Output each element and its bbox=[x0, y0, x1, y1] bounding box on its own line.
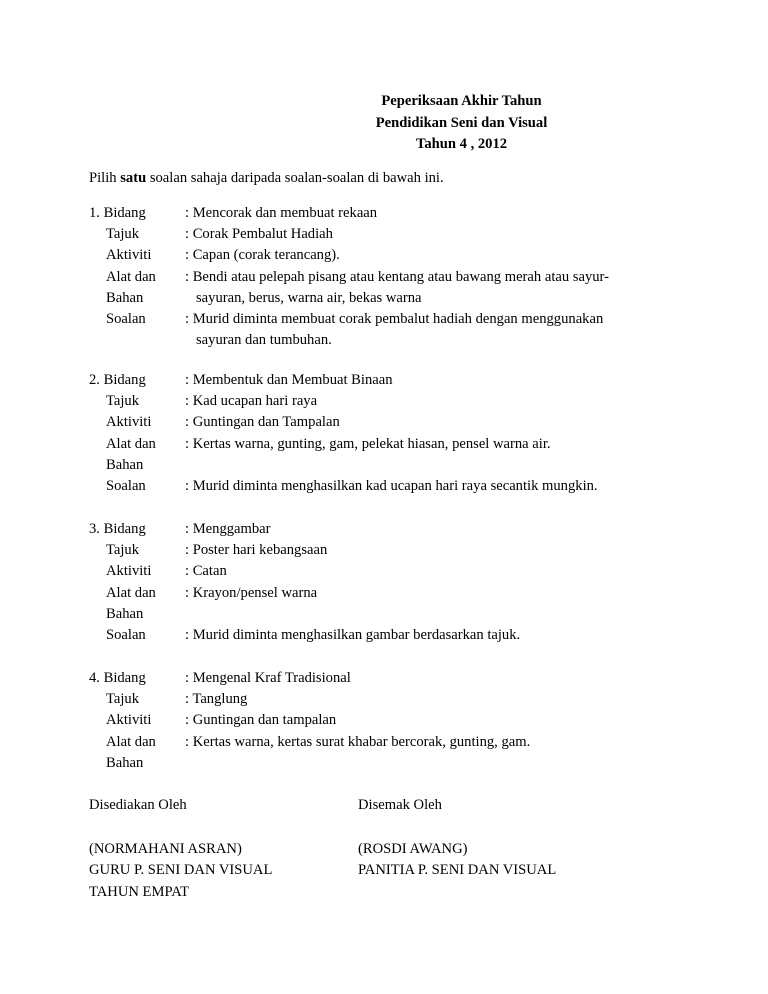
title-line-2: Pendidikan Seni dan Visual bbox=[375, 114, 548, 131]
field-label: Alat dan Bahan bbox=[106, 268, 156, 306]
field-label: 1. Bidang bbox=[89, 205, 146, 221]
prepared-by-heading: Disediakan Oleh bbox=[89, 797, 187, 813]
field-value: : Tanglung bbox=[185, 691, 248, 708]
field-value: : Capan (corak terancang). bbox=[185, 247, 340, 264]
reviewed-by-block bbox=[358, 839, 556, 882]
title-line-3: Tahun 4 , 2012 bbox=[415, 136, 508, 152]
field-label: Tajuk bbox=[106, 393, 140, 410]
field-value: : Mencorak dan membuat rekaan bbox=[185, 205, 378, 221]
field-value: : Poster hari kebangsaan bbox=[185, 542, 328, 559]
field-value: : Guntingan dan tampalan bbox=[185, 712, 337, 729]
question-3 bbox=[89, 519, 689, 646]
reviewer-name: (ROSDI AWANG) bbox=[358, 841, 468, 857]
field-value: : Kertas warna, kertas surat khabar bercorak, gunting, gam. bbox=[185, 733, 531, 750]
field-label: Aktiviti bbox=[106, 414, 152, 431]
question-4 bbox=[89, 668, 689, 774]
field-label: Aktiviti bbox=[106, 712, 152, 729]
field-label: Soalan bbox=[106, 311, 146, 328]
field-value: : Catan bbox=[185, 563, 227, 580]
field-value: : Murid diminta menghasilkan gambar berdasarkan tajuk. bbox=[185, 627, 521, 643]
field-value: : Guntingan dan Tampalan bbox=[185, 414, 340, 431]
field-value: : Murid diminta membuat corak pembalut hadiah dengan menggunakan sayuran dan tumbuhan. bbox=[185, 311, 604, 349]
prepared-by-block bbox=[89, 839, 272, 903]
field-value: : Kertas warna, gunting, gam, pelekat hiasan, pensel warna air. bbox=[185, 435, 551, 452]
field-value: : Mengenal Kraf Tradisional bbox=[185, 670, 351, 686]
reviewed-by-heading: Disemak Oleh bbox=[358, 797, 442, 813]
document-title bbox=[0, 91, 768, 156]
field-value: : Bendi atau pelepah pisang atau kentang atau bawang merah atau sayur-sayuran, berus, warna air, bekas warna bbox=[185, 268, 609, 306]
question-2 bbox=[89, 370, 689, 497]
instruction-emphasis: satu bbox=[120, 170, 147, 186]
field-label: 2. Bidang bbox=[89, 372, 146, 388]
field-value: : Kad ucapan hari raya bbox=[185, 393, 318, 410]
field-value: : Menggambar bbox=[185, 521, 271, 537]
field-label: Alat dan Bahan bbox=[106, 435, 156, 473]
field-label: Aktiviti bbox=[106, 247, 152, 264]
instruction: Pilih satu soalan sahaja daripada soalan-soalan di bawah ini. bbox=[89, 170, 444, 186]
preparer-role: GURU P. SENI DAN VISUAL bbox=[89, 862, 273, 879]
field-value: : Murid diminta menghasilkan kad ucapan hari raya secantik mungkin. bbox=[185, 478, 598, 494]
field-label: Tajuk bbox=[106, 691, 140, 708]
field-value: : Krayon/pensel warna bbox=[185, 584, 318, 601]
field-label: Alat dan Bahan bbox=[106, 733, 156, 771]
field-label: 3. Bidang bbox=[89, 521, 146, 537]
field-label: Soalan bbox=[106, 478, 146, 494]
reviewer-role: PANITIA P. SENI DAN VISUAL bbox=[358, 862, 557, 879]
preparer-role-2: TAHUN EMPAT bbox=[89, 883, 190, 900]
field-label: 4. Bidang bbox=[89, 670, 146, 686]
field-value: : Corak Pembalut Hadiah bbox=[185, 226, 333, 243]
field-label: Aktiviti bbox=[106, 563, 152, 580]
field-label: Tajuk bbox=[106, 226, 140, 243]
question-1 bbox=[89, 203, 689, 351]
field-label: Soalan bbox=[106, 627, 146, 643]
field-value: : Membentuk dan Membuat Binaan bbox=[185, 372, 393, 388]
preparer-name: (NORMAHANI ASRAN) bbox=[89, 841, 242, 857]
field-label: Tajuk bbox=[106, 542, 140, 559]
field-label: Alat dan Bahan bbox=[106, 584, 156, 622]
title-line-1: Peperiksaan Akhir Tahun bbox=[381, 93, 542, 109]
